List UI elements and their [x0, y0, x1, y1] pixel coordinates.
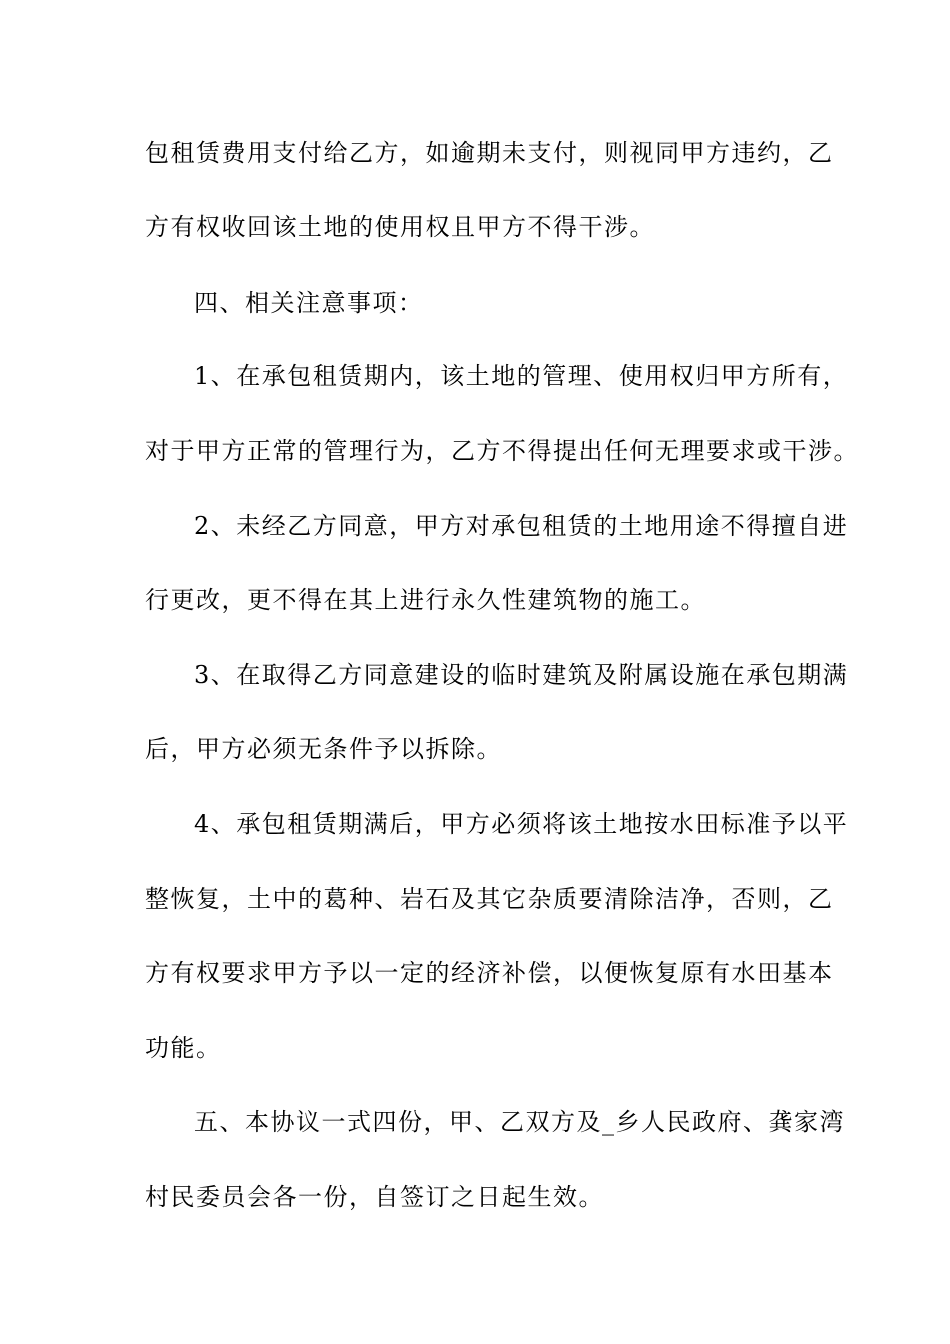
text-line: 方有权要求甲方予以一定的经济补偿，以便恢复原有水田基本: [145, 959, 834, 987]
text-line: 方有权收回该土地的使用权且甲方不得干涉。: [145, 213, 655, 241]
text-line: 4、承包租赁期满后，甲方必须将该土地按水田标准予以平: [194, 810, 849, 838]
text-line: 1、在承包租赁期内，该土地的管理、使用权归甲方所有，: [194, 362, 849, 390]
section-heading: 四、相关注意事项：: [194, 289, 424, 317]
text-line: 五、本协议一式四份，甲、乙双方及_乡人民政府、龚家湾: [194, 1108, 845, 1136]
text-line: 3、在取得乙方同意建设的临时建筑及附属设施在承包期满: [194, 661, 849, 689]
text-line: 行更改，更不得在其上进行永久性建筑物的施工。: [145, 586, 706, 614]
text-line: 2、未经乙方同意，甲方对承包租赁的土地用途不得擅自进: [194, 512, 849, 540]
text-line: 包租赁费用支付给乙方，如逾期未支付，则视同甲方违约，乙: [145, 139, 834, 167]
text-line: 对于甲方正常的管理行为，乙方不得提出任何无理要求或干涉。: [145, 437, 859, 465]
text-line: 后，甲方必须无条件予以拆除。: [145, 735, 502, 763]
text-line: 功能。: [145, 1034, 222, 1062]
text-line: 整恢复，土中的葛种、岩石及其它杂质要清除洁净，否则，乙: [145, 885, 834, 913]
text-line: 村民委员会各一份，自签订之日起生效。: [145, 1183, 604, 1211]
